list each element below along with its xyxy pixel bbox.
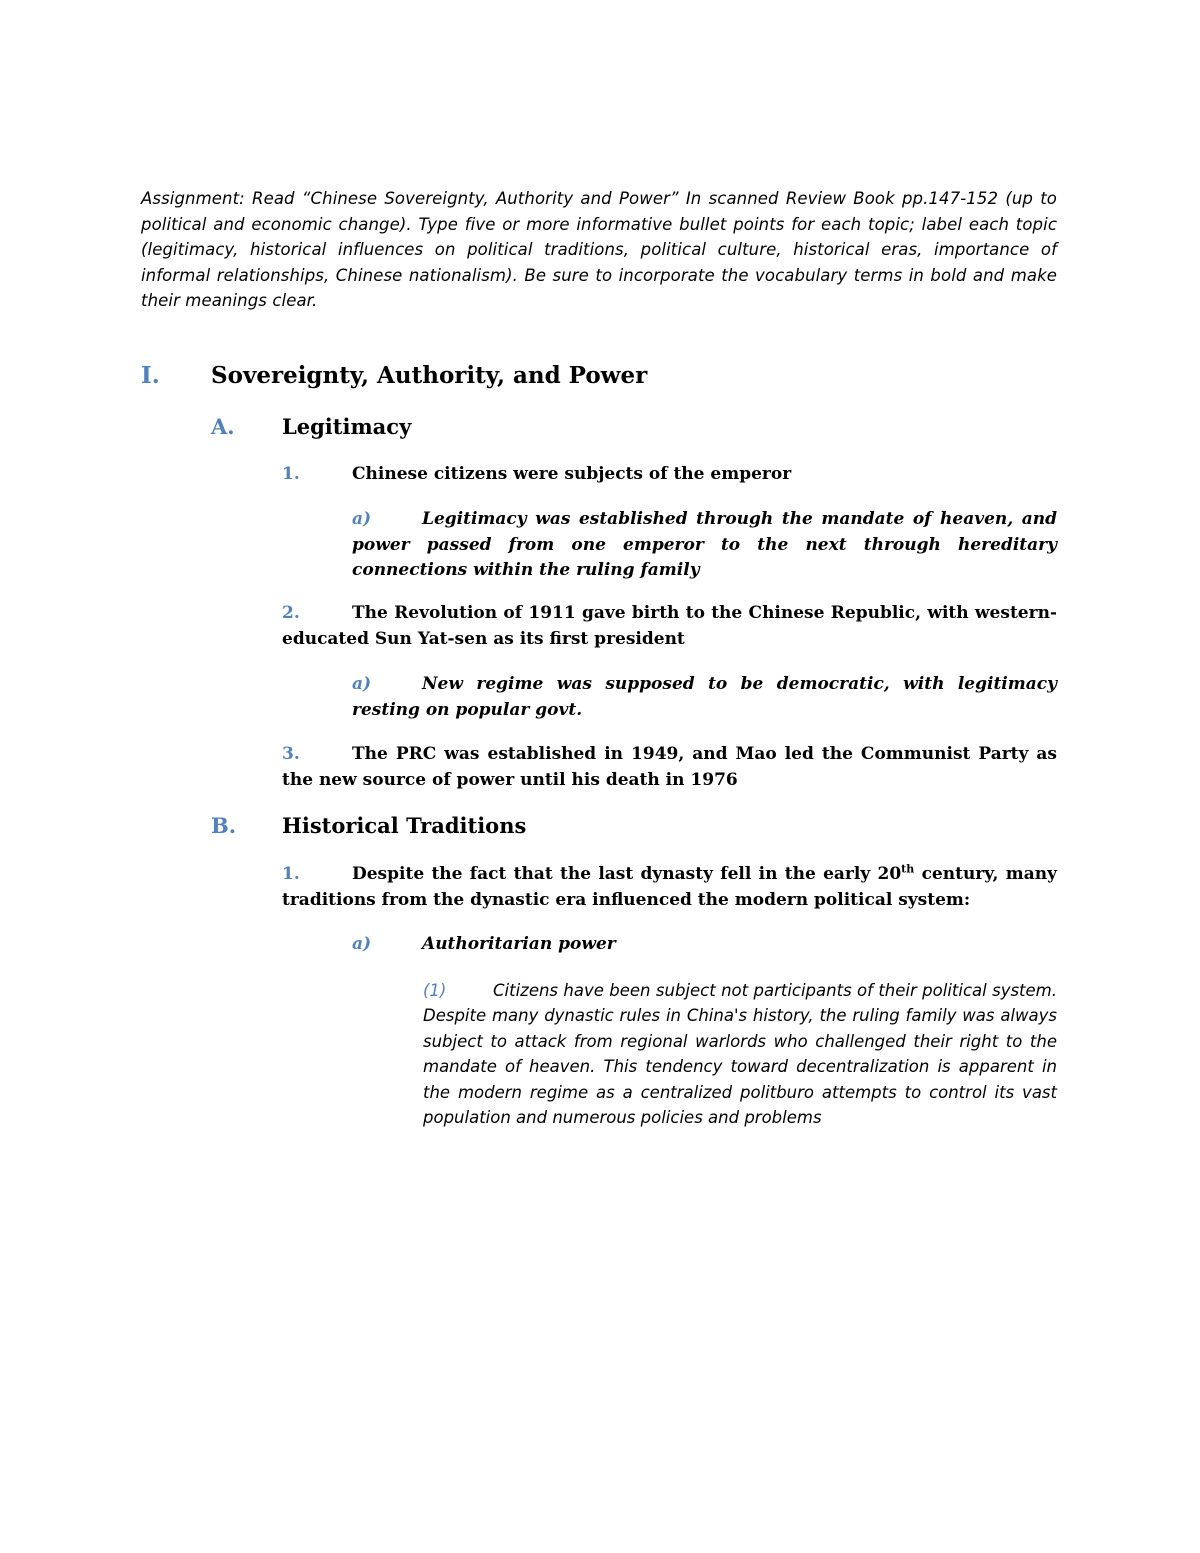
list-item-legitimacy-2 <box>282 601 1057 652</box>
subsection-marker: B. <box>211 813 237 838</box>
sub-sub-item-traditions-1a1 <box>423 978 1057 1130</box>
subsection-marker: A. <box>211 414 235 439</box>
sub-item-legitimacy-2a <box>352 672 1057 723</box>
superscript: th <box>901 862 915 876</box>
sub-sub-item-marker: (1) <box>423 981 447 1000</box>
list-item-text-start: Despite the fact that the last dynasty fell in the early 20 <box>352 864 902 884</box>
sub-item-text: Authoritarian power <box>422 934 616 954</box>
subsection-heading-historical-traditions <box>211 813 1057 843</box>
list-item-legitimacy-3 <box>282 742 1057 793</box>
sub-item-marker: a) <box>352 674 372 694</box>
list-item-text: The Revolution of 1911 gave birth to the Chinese Republic, with western-educated Sun Yat-sen as its first president <box>282 603 1057 649</box>
sub-item-legitimacy-1a <box>352 507 1057 584</box>
assignment-paragraph: Assignment: Read “Chinese Sovereignty, Authority and Power” In scanned Review Book pp.147-152 (up to political and economic change). Type five or more informative bullet points for each topic; label each topic (legitimacy, historical influences on political traditions, political culture, historical eras, importance of informal relationships, Chinese nationalism). Be sure to incorporate the vocabulary terms in bold and make their meanings clear. <box>141 189 1057 310</box>
section-marker: I. <box>141 362 160 389</box>
sub-item-text: New regime was supposed to be democratic, with legitimacy resting on popular govt. <box>352 674 1057 720</box>
list-item-legitimacy-1 <box>282 462 1057 488</box>
list-marker: 3. <box>282 744 300 764</box>
subsection-heading-legitimacy <box>211 414 1057 444</box>
subsection-title: Legitimacy <box>282 414 412 439</box>
list-marker: 1. <box>282 864 300 884</box>
sub-item-text: Legitimacy was established through the mandate of heaven, and power passed from one emperor to the next through hereditary connections within the ruling family <box>352 509 1057 580</box>
sub-item-marker: a) <box>352 509 372 529</box>
list-marker: 2. <box>282 603 300 623</box>
section-title: Sovereignty, Authority, and Power <box>211 362 648 389</box>
list-item-text: The PRC was established in 1949, and Mao led the Communist Party as the new source of power until his death in 1976 <box>282 744 1057 790</box>
list-item-text-end: century, many traditions from the dynastic era influenced the modern political system: <box>282 864 1057 910</box>
list-marker: 1. <box>282 464 300 484</box>
list-item-text: Chinese citizens were subjects of the emperor <box>352 464 792 484</box>
sub-sub-item-text: Citizens have been subject not participants of their political system. Despite many dynastic rules in China's history, the ruling family was always subject to attack from regional warlords who challenged their right to the mandate of heaven. This tendency toward decentralization is apparent in the modern regime as a centralized politburo attempts to control its vast population and numerous policies and problems <box>423 981 1057 1128</box>
sub-item-traditions-1a <box>352 932 1057 958</box>
list-item-traditions-1 <box>282 862 1057 913</box>
section-heading-1 <box>141 362 1057 394</box>
subsection-title: Historical Traditions <box>282 813 527 838</box>
sub-item-marker: a) <box>352 934 372 954</box>
